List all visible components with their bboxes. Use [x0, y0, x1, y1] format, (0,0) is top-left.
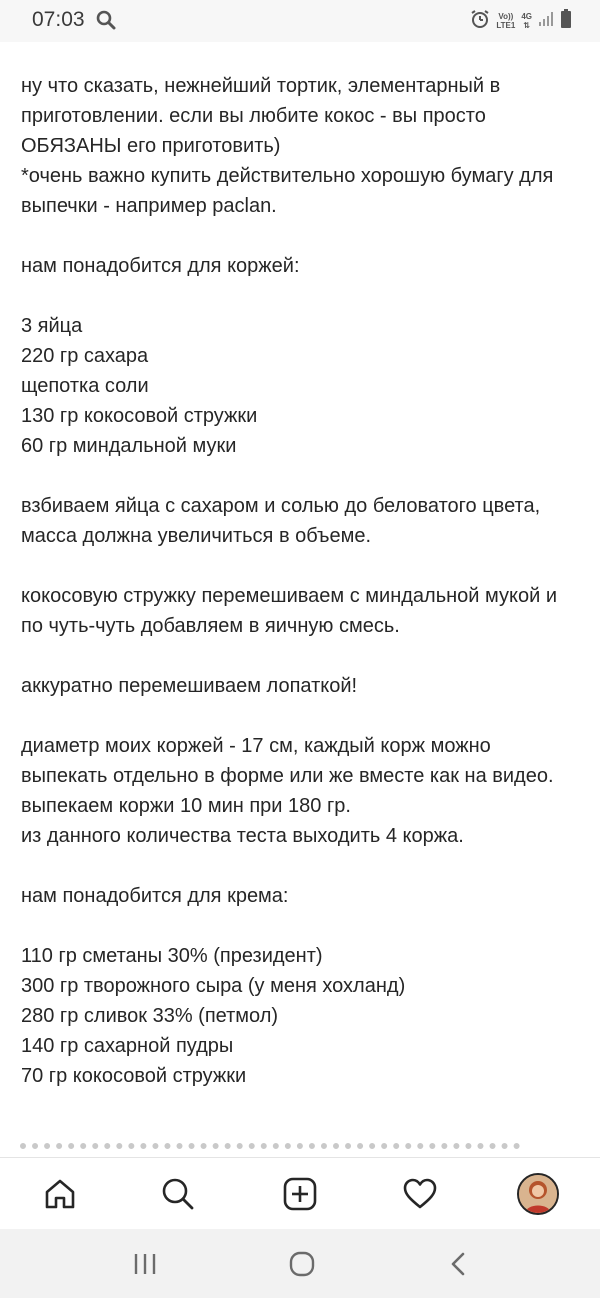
add-post-icon [282, 1176, 318, 1212]
caption-cream-heading: нам понадобится для крема: [21, 885, 289, 907]
status-time: 07:03 [32, 8, 85, 31]
home-icon [42, 1176, 78, 1212]
home-button[interactable] [40, 1174, 80, 1214]
status-bar [0, 0, 600, 42]
caption-step-mix: кокосовую стружку перемешиваем с миндальной мукой и по чуть-чуть добавляем в яичную смесь. [21, 585, 557, 637]
bottom-navigation [0, 1157, 600, 1230]
search-icon [160, 1176, 196, 1212]
caption-base-ingredients: 3 яйца 220 гр сахара щепотка соли 130 гр кокосовой стружки 60 гр миндальной муки [21, 315, 258, 457]
search-button[interactable] [158, 1174, 198, 1214]
caption-base-heading: нам понадобится для коржей: [21, 255, 300, 277]
cut-off-text-line [0, 1143, 600, 1157]
home-circle-icon [288, 1250, 316, 1278]
back-icon [448, 1251, 468, 1277]
system-back-button[interactable] [438, 1249, 478, 1279]
search-icon [95, 9, 117, 36]
heart-icon [402, 1176, 438, 1212]
battery-icon [560, 9, 572, 34]
profile-avatar[interactable] [517, 1173, 559, 1215]
recent-apps-button[interactable] [125, 1249, 165, 1279]
system-navigation-bar [0, 1229, 600, 1298]
post-caption [21, 71, 581, 1091]
alarm-icon [470, 9, 490, 34]
caption-step-bake: диаметр моих коржей - 17 см, каждый корж можно выпекать отдельно в форме или же вместе как на видео. выпекаем коржи 10 мин при 180 гр. из данного количества теста выходить 4 коржа. [21, 735, 554, 847]
status-icons [470, 8, 572, 34]
data-arrows-icon: ⇅ [523, 21, 531, 30]
network-type-indicator: 4G ⇅ [521, 12, 532, 30]
activity-button[interactable] [400, 1174, 440, 1214]
signal-icon [538, 11, 554, 32]
caption-intro: ну что сказать, нежнейший тортик, элементарный в приготовлении. если вы любите кокос - вы просто ОБЯЗАНЫ его приготовить) *очень важно купить действительно хорошую бумагу для выпечки - например paclan. [21, 75, 554, 217]
new-post-button[interactable] [280, 1174, 320, 1214]
system-home-button[interactable] [282, 1249, 322, 1279]
caption-step-whisk: взбиваем яйца с сахаром и солью до беловатого цвета, масса должна увеличиться в объеме. [21, 495, 541, 547]
caption-cream-ingredients: 110 гр сметаны 30% (президент) 300 гр творожного сыра (у меня хохланд) 280 гр сливок 33% (петмол) 140 гр сахарной пудры 70 гр кокосовой стружки [21, 945, 406, 1087]
caption-step-fold: аккуратно перемешиваем лопаткой! [21, 675, 358, 697]
volte-indicator: Vo)) LTE1 [496, 12, 516, 30]
recent-apps-icon [132, 1252, 158, 1276]
